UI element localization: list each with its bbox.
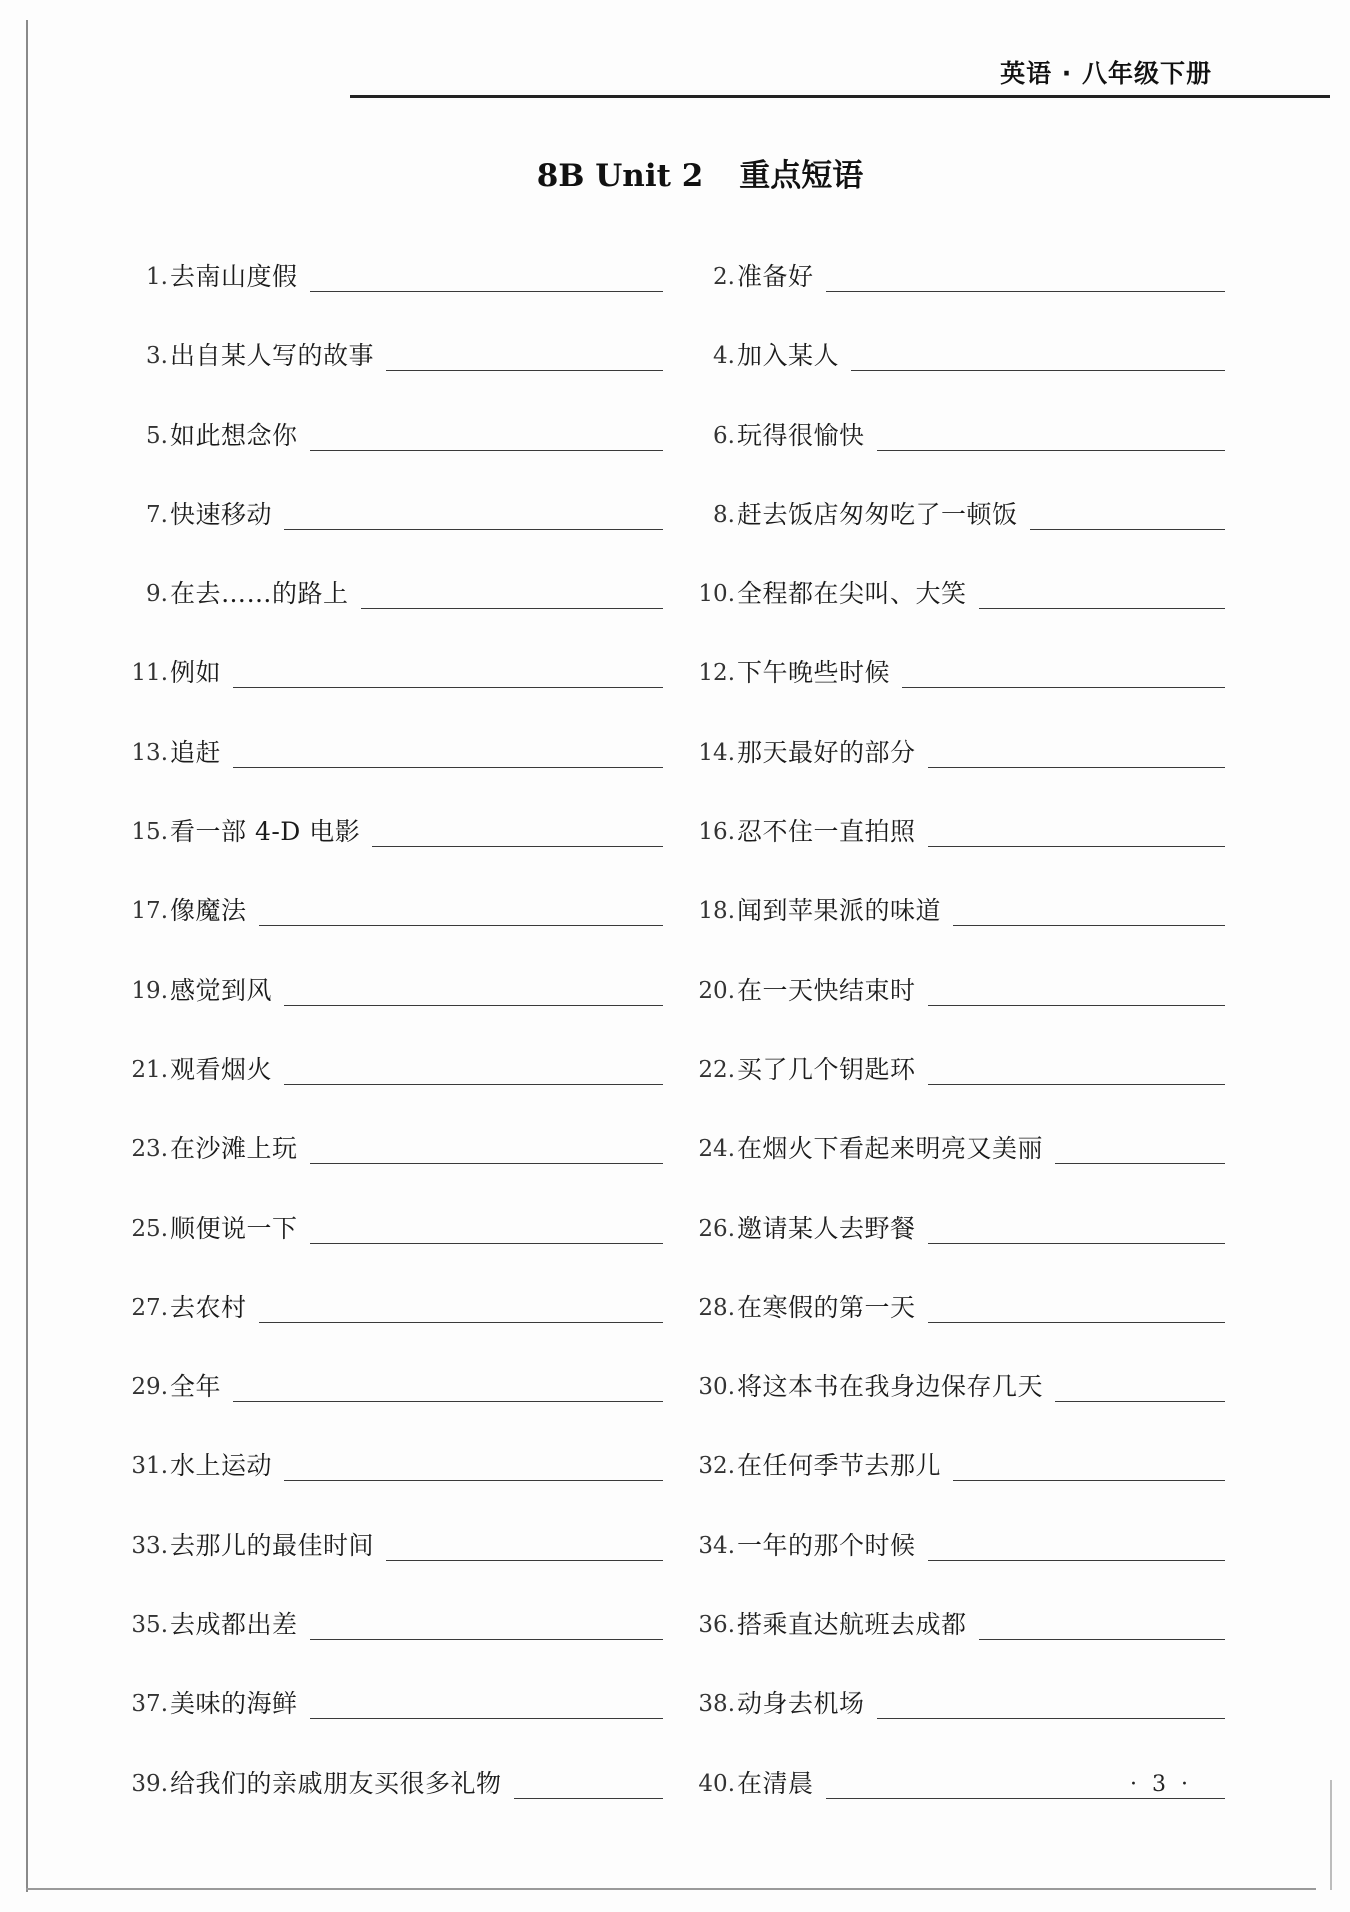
answer-blank[interactable] <box>259 889 663 926</box>
item-phrase: 出自某人写的故事 <box>170 341 375 371</box>
item-number: 34. <box>698 1532 735 1559</box>
item-number: 38. <box>698 1691 735 1718</box>
item-phrase: 去南山度假 <box>170 262 298 291</box>
item-phrase: 动身去机场 <box>737 1689 865 1719</box>
item-phrase: 邀请某人去野餐 <box>737 1213 916 1243</box>
phrase-item <box>685 567 1225 609</box>
unit-label: 8B Unit 2 <box>536 158 704 194</box>
item-phrase: 玩得很愉快 <box>737 420 865 450</box>
phrase-row <box>118 884 1233 963</box>
item-number: 12. <box>698 660 735 687</box>
answer-blank[interactable] <box>310 1207 663 1244</box>
phrase-item <box>118 329 663 371</box>
item-number: 40. <box>698 1770 735 1797</box>
phrase-item <box>118 409 663 451</box>
phrase-item <box>685 1281 1225 1323</box>
item-phrase: 全程都在尖叫、大笑 <box>737 579 967 609</box>
answer-blank[interactable] <box>310 414 663 451</box>
phrase-row <box>118 1677 1233 1756</box>
phrase-item <box>118 567 663 609</box>
item-phrase: 在寒假的第一天 <box>737 1292 916 1322</box>
item-phrase: 在去……的路上 <box>170 579 349 609</box>
item-phrase: 快速移动 <box>170 499 273 529</box>
phrase-item <box>118 1677 663 1719</box>
phrase-item <box>685 488 1225 530</box>
phrase-row <box>118 1043 1233 1122</box>
answer-blank[interactable] <box>928 810 1225 847</box>
answer-blank[interactable] <box>826 255 1225 292</box>
item-number: 1. <box>146 264 168 290</box>
answer-blank[interactable] <box>928 1207 1225 1244</box>
phrase-item <box>685 726 1225 768</box>
item-number: 23. <box>131 1136 168 1163</box>
item-number: 26. <box>698 1215 735 1242</box>
item-phrase: 例如 <box>170 658 222 688</box>
answer-blank[interactable] <box>928 1048 1225 1085</box>
answer-blank[interactable] <box>310 1603 663 1640</box>
phrase-row <box>118 488 1233 567</box>
answer-blank[interactable] <box>284 1048 663 1085</box>
answer-blank[interactable] <box>310 1682 663 1719</box>
phrase-item <box>685 1122 1225 1164</box>
item-number: 10. <box>698 581 735 608</box>
phrase-item <box>118 488 663 530</box>
phrase-row <box>118 567 1233 646</box>
phrase-grid <box>118 250 1233 1836</box>
phrase-item <box>685 409 1225 451</box>
item-number: 11. <box>131 660 168 687</box>
item-phrase: 那天最好的部分 <box>737 737 916 767</box>
topic-label: 重点短语 <box>739 158 864 194</box>
answer-blank[interactable] <box>928 1286 1225 1323</box>
phrase-row <box>118 329 1233 408</box>
item-number: 28. <box>698 1294 735 1321</box>
phrase-item <box>118 726 663 768</box>
answer-blank[interactable] <box>928 969 1225 1006</box>
phrase-row <box>118 1281 1233 1360</box>
item-phrase: 在烟火下看起来明亮又美丽 <box>737 1134 1044 1164</box>
answer-blank[interactable] <box>979 572 1225 609</box>
phrase-item <box>118 1360 663 1402</box>
answer-blank[interactable] <box>1055 1127 1225 1164</box>
phrase-item <box>685 1598 1225 1640</box>
item-phrase: 赶去饭店匆匆吃了一顿饭 <box>737 499 1018 529</box>
answer-blank[interactable] <box>953 1444 1225 1481</box>
phrase-row <box>118 1598 1233 1677</box>
answer-blank[interactable] <box>372 810 663 847</box>
answer-blank[interactable] <box>953 889 1225 926</box>
phrase-item <box>685 805 1225 847</box>
phrase-row <box>118 1202 1233 1281</box>
answer-blank[interactable] <box>310 1127 663 1164</box>
item-phrase: 顺便说一下 <box>170 1213 298 1243</box>
item-number: 19. <box>131 977 168 1004</box>
item-number: 27. <box>131 1294 168 1321</box>
phrase-item <box>685 329 1225 371</box>
item-phrase: 水上运动 <box>170 1451 273 1481</box>
item-phrase: 去农村 <box>170 1292 247 1322</box>
phrase-item <box>685 1043 1225 1085</box>
item-number: 3. <box>146 343 168 370</box>
phrase-item <box>685 1677 1225 1719</box>
item-number: 25. <box>131 1215 168 1242</box>
answer-blank[interactable] <box>877 1682 1225 1719</box>
answer-blank[interactable] <box>1030 493 1225 530</box>
item-number: 13. <box>131 739 168 766</box>
phrase-item <box>118 1202 663 1244</box>
item-phrase: 准备好 <box>737 262 814 291</box>
phrase-row <box>118 805 1233 884</box>
item-number: 22. <box>698 1056 735 1083</box>
phrase-item <box>118 1439 663 1481</box>
phrase-item <box>118 1519 663 1561</box>
item-number: 15. <box>131 819 168 846</box>
phrase-item <box>685 964 1225 1006</box>
phrase-row <box>118 646 1233 725</box>
phrase-item <box>685 646 1225 688</box>
answer-blank[interactable] <box>514 1762 663 1799</box>
phrase-item <box>685 1202 1225 1244</box>
answer-blank[interactable] <box>928 1524 1225 1561</box>
item-phrase: 观看烟火 <box>170 1054 273 1084</box>
answer-blank[interactable] <box>284 1444 663 1481</box>
phrase-row <box>118 409 1233 488</box>
phrase-row <box>118 1519 1233 1598</box>
item-number: 14. <box>698 739 735 766</box>
header-title: 英语 · 八年级下册 <box>1000 59 1212 88</box>
item-phrase: 去成都出差 <box>170 1610 298 1640</box>
answer-blank[interactable] <box>284 969 663 1006</box>
item-number: 35. <box>131 1612 168 1639</box>
item-number: 9. <box>146 581 168 608</box>
phrase-row <box>118 964 1233 1043</box>
answer-blank[interactable] <box>386 1524 663 1561</box>
item-number: 31. <box>131 1453 168 1480</box>
right-edge-rule <box>1330 1780 1332 1890</box>
item-phrase: 将这本书在我身边保存几天 <box>737 1372 1044 1402</box>
answer-blank[interactable] <box>284 493 663 530</box>
answer-blank[interactable] <box>233 731 663 768</box>
phrase-item <box>685 1519 1225 1561</box>
answer-blank[interactable] <box>979 1603 1225 1640</box>
item-phrase: 忍不住一直拍照 <box>737 817 916 847</box>
answer-blank[interactable] <box>851 334 1225 371</box>
item-phrase: 给我们的亲戚朋友买很多礼物 <box>170 1768 502 1798</box>
phrase-item <box>118 964 663 1006</box>
answer-blank[interactable] <box>877 414 1225 451</box>
item-number: 37. <box>131 1691 168 1718</box>
item-phrase: 看一部 4-D 电影 <box>170 817 361 847</box>
phrase-item <box>118 250 663 292</box>
phrase-item <box>118 1043 663 1085</box>
item-number: 6. <box>713 422 735 449</box>
item-number: 7. <box>146 501 168 528</box>
phrase-item <box>118 1281 663 1323</box>
phrase-row <box>118 1360 1233 1439</box>
item-phrase: 闻到苹果派的味道 <box>737 896 942 926</box>
header-rule <box>350 95 1330 98</box>
answer-blank[interactable] <box>259 1286 663 1323</box>
bottom-border-rule <box>26 1888 1316 1890</box>
phrase-item <box>118 805 663 847</box>
answer-blank[interactable] <box>361 572 663 609</box>
phrase-item <box>118 1598 663 1640</box>
item-phrase: 在任何季节去那儿 <box>737 1451 942 1481</box>
phrase-row <box>118 1122 1233 1201</box>
item-number: 2. <box>713 264 735 290</box>
phrase-item <box>685 1360 1225 1402</box>
answer-blank[interactable] <box>1055 1365 1225 1402</box>
item-number: 39. <box>131 1770 168 1797</box>
phrase-item <box>685 1439 1225 1481</box>
answer-blank[interactable] <box>233 1365 663 1402</box>
item-number: 20. <box>698 977 735 1004</box>
item-phrase: 追赶 <box>170 737 222 767</box>
page-title <box>0 150 1350 195</box>
item-phrase: 加入某人 <box>737 341 840 371</box>
item-number: 16. <box>698 819 735 846</box>
item-phrase: 如此想念你 <box>170 420 298 450</box>
item-number: 5. <box>146 422 168 449</box>
item-number: 29. <box>131 1374 168 1401</box>
item-phrase: 全年 <box>170 1372 222 1402</box>
page-number: · 3 · <box>1130 1772 1192 1797</box>
item-phrase: 去那儿的最佳时间 <box>170 1530 375 1560</box>
item-number: 8. <box>713 501 735 528</box>
item-phrase: 在清晨 <box>737 1768 814 1798</box>
left-binding-rule <box>26 20 28 1892</box>
phrase-item <box>118 884 663 926</box>
item-number: 36. <box>698 1612 735 1639</box>
phrase-item <box>685 250 1225 292</box>
item-number: 32. <box>698 1453 735 1480</box>
item-phrase: 一年的那个时候 <box>737 1530 916 1560</box>
answer-blank[interactable] <box>310 255 663 292</box>
phrase-item <box>118 1757 663 1799</box>
phrase-row <box>118 1439 1233 1518</box>
item-number: 24. <box>698 1136 735 1163</box>
answer-blank[interactable] <box>386 334 663 371</box>
answer-blank[interactable] <box>928 731 1225 768</box>
phrase-item <box>118 1122 663 1164</box>
item-phrase: 下午晚些时候 <box>737 658 891 688</box>
item-phrase: 像魔法 <box>170 896 247 926</box>
item-number: 17. <box>131 898 168 925</box>
item-number: 18. <box>698 898 735 925</box>
item-number: 30. <box>698 1374 735 1401</box>
item-phrase: 搭乘直达航班去成都 <box>737 1610 967 1640</box>
item-phrase: 在沙滩上玩 <box>170 1134 298 1164</box>
answer-blank[interactable] <box>902 651 1225 688</box>
item-phrase: 感觉到风 <box>170 975 273 1005</box>
item-phrase: 买了几个钥匙环 <box>737 1054 916 1084</box>
phrase-row <box>118 726 1233 805</box>
phrase-item <box>118 646 663 688</box>
answer-blank[interactable] <box>233 651 663 688</box>
phrase-row <box>118 1757 1233 1836</box>
phrase-item <box>685 884 1225 926</box>
item-number: 4. <box>713 343 735 370</box>
item-number: 21. <box>131 1056 168 1083</box>
item-number: 33. <box>131 1532 168 1559</box>
item-phrase: 美味的海鲜 <box>170 1689 298 1719</box>
phrase-row <box>118 250 1233 329</box>
item-phrase: 在一天快结束时 <box>737 975 916 1005</box>
